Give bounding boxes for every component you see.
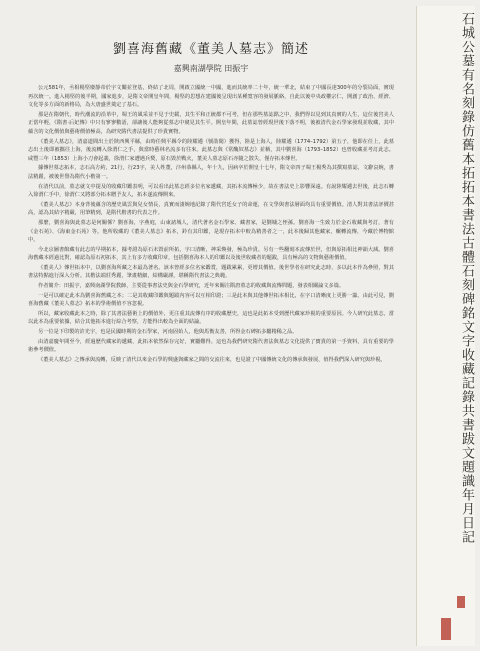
article-paragraph: 那是在隋朝代，時代潮流的沿革中，蜀王的風采並不見于史載，其生平和正統都不可考，但在那些墓誌銘之中，我們得以見到其真實的人生，這位後宮美人正當年輕，《隋書·后妃傳》中只有寥寥數語，卻讓後人能夠從墓志中窺見其生平。開皇年間，此墓誌曾經現世後下落不明，後被清代金石學家發現並收藏，其中蘊含的文化價值與藝術價值極高，為研究隋代書法提供了珍貴實物。	[28, 111, 394, 135]
article-paragraph: 今北京圖書館藏有此志的早期拓本，據考證為原石未毀前所拓，字口清晰，神采煥發，極為珍貴。另有一些翻刻本流傳於世，但與原拓相比神韻大減。劉喜海舊藏本經過比對，確認為原石初拓本，其上有多方收藏印章，包括劉喜海本人的印鑑以及後世收藏者的題跋，具有極高的文物與藝術價值。	[28, 246, 394, 262]
article-paragraph: 一是可以確定此本為劉喜海舊藏之本；二是其收藏印鑑與題跋內容可以互相印證；三是此本與其他傳世拓本相比，在字口清晰度上更勝一籌。由此可見，劉喜海舊藏《董美人墓志》拓本的學術價值不容忽視。	[28, 292, 394, 308]
seal-stamp	[441, 618, 451, 640]
article-body	[28, 84, 394, 364]
article-paragraph: 另一位是下印製的許光宇，也是民國時期的金石學家，河南固始人，他與馬衡友善，所得金石碑拓多屬精稀之品。	[38, 329, 298, 336]
seal-stamp-small	[457, 596, 465, 608]
article-byline: 嘉興南湖學院 田振宇	[173, 64, 249, 73]
article-paragraph: 《董美人墓志》之傳承與流轉，反映了清代以來金石學的興盛與藏家之間的交流往來，也見證了中國傳統文化的傳承與發展，值得我們深入研究與珍視。	[38, 356, 386, 363]
article-paragraph: 據傳世墓志拓本，志石高方約，21行，行23字，美人姓董，汴州恭縣人，年十九，因病卒於開皇十七年，隋文帝四子蜀王楊秀為其撰寫墓誌，文辭哀婉，書法精麗，被後世譽為隋代小楷第一。	[28, 165, 394, 180]
article-paragraph: 《董美人墓志》，清嘉道間出土於陝西興平縣，由時任興平縣令的陸耀遹（號劭聞）獲得，陸是上海人，陸耀遹（1774–1792）第五子，他即在任上，此墓志出土後即被攜往上海，後流轉入徐渭仁之手，與當時藝林名流多有往來。此墓志與《常醜奴墓志》並稱，其中劉喜海（1793–1852）也曾收藏並考訂此志。咸豐三年（1853）上海小刀會起義，徐渭仁家遭遇兵燹，原石毀於戰火，董美人墓志原石亦隨之散失，僅存拓本傳世。	[28, 138, 394, 162]
article-paragraph: 那麼，劉喜海與此墓志是何關係？劉喜海，字燕庭，山東諸城人，清代著名金石學家、藏書家，是劉墉之侄孫。劉喜海一生致力於金石收藏與考訂，著有《金石苑》、《海東金石苑》等。他所收藏的《董美人墓志》拓本，鈐有其印鑑，是現存拓本中較為精善者之一，此本後歸其他藏家，輾轉流傳，今藏於博物館中。	[28, 219, 394, 244]
calligraphy-inscription: 石城公墓有名刻錄仿舊本拓拓本書法古體石刻碑銘文字收藏記錄共書跋文題識年月日記	[459, 12, 474, 544]
article-paragraph: 在清代以前，墓志就文中提及的收藏印鑑表明，可以看出此墓志經多位名家遞藏，其拓本流傳極少，故在書法史上影響深遠。有說陸耀遹去世後，此志石轉入徐渭仁手中，徐渭仁又將部分拓本贈予友人，拓本遂流傳開來。	[28, 183, 394, 199]
article-paragraph: 作者簡介：田振宇，嘉興南湖學院教師，主要從事書法史與金石學研究，近年來關注隋唐墓志的收藏與流傳問題，發表相關論文多篇。	[38, 283, 345, 290]
article	[28, 30, 394, 630]
article-paragraph: 《董美人》傳世拓本中，以劉喜海所藏之本最為著名。該本曾經多位名家鑑賞，題跋累累，更增其價值。後世學者在研究此志時，多以此本作為參照，對其書法特點進行深入分析。其楷法端莊秀麗，筆畫精細，結構嚴謹，堪稱隋代書法之典範。	[28, 264, 394, 280]
article-paragraph: 由清嘉慶年間至今，經過歷代藏家的遞藏，此拓本依然保存完好，實屬難得。這也為我們研究隋代書法與墓志文化提供了寶貴的第一手資料，具有重要的學術參考價值。	[28, 338, 394, 354]
article-paragraph: 《董美人墓志》本身背後蘊含的歷史風雲與兒女情長，真實而淒婉地記錄了隋代宮廷女子的命運，在文學與書法層面均具有重要價值。清人對其書法評價甚高，認為其結字精嚴，用筆精到，是隋代楷書的代表之作。	[28, 201, 394, 217]
calligraphy-rubbing-strip	[416, 6, 475, 646]
article-title: 劉喜海舊藏《董美人墓志》簡述	[112, 42, 309, 57]
article-paragraph: 公元581年，丞相楊堅廢靜帝於宇文闡並登基，終結了北周，開啟立國統一中國，進而其統率二十年，統一華北，結束了中國長達300年的分裂局面，實現再次統一。進入楊堅的後半期，國家進步，是隋文帝開皇年間，楊堅的思想在建國後呈現出某種寬容的發展脈絡，自此以後中央政權宗仁，開創了政治、經濟、文化等多方面的新格局，為大唐盛世奠定了基石。	[28, 85, 394, 109]
article-paragraph: 所以，藏家收藏此本之時，除了其書法藝術上的價值外，更注重其流傳有序的收藏歷史，這也是此拓本受到歷代藏家珍視的重要原因。今人研究此墓志，當以此本為重要依據，結合其他拓本進行綜合考察，方能得出較為全面的結論。	[28, 310, 394, 326]
